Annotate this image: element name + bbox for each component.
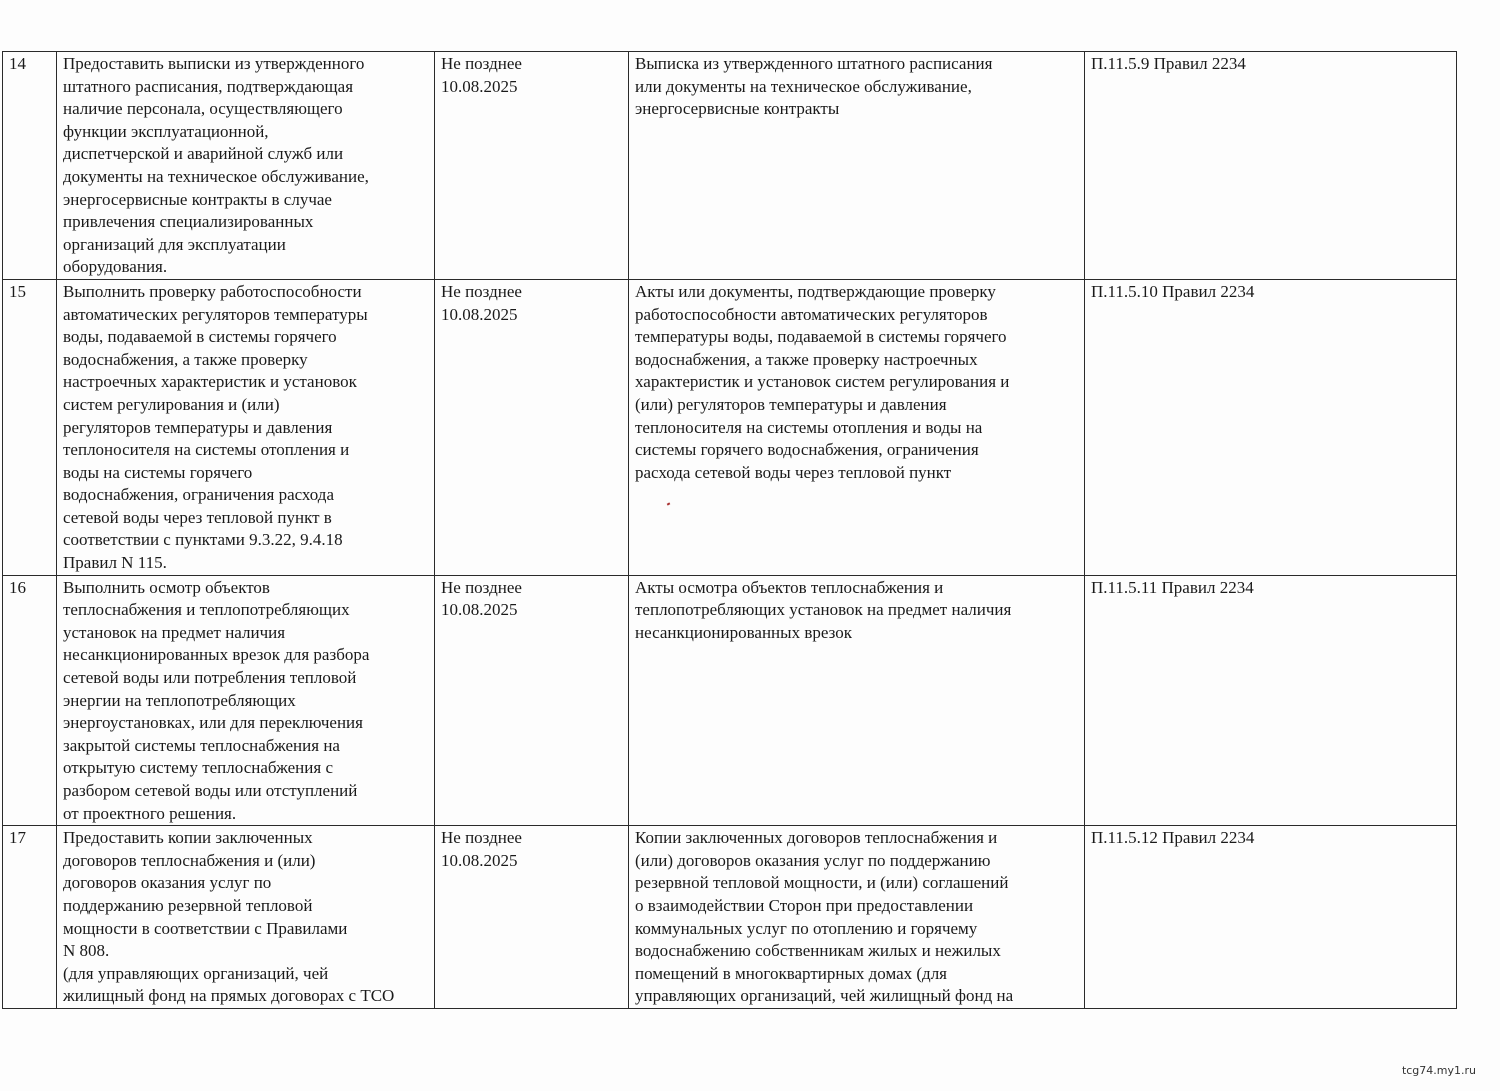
regulation-reference: П.11.5.9 Правил 2234 [1085,52,1457,280]
deadline: Не позднее 10.08.2025 [435,52,629,280]
watermark: tcg74.my1.ru [1401,1064,1476,1077]
task-description: Выполнить осмотр объектов теплоснабжения и теплопотребляющих установок на предмет наличия несанкционированных врезок для разбора сетевой воды или потребления тепловой энергии на теплопотребляющих энергоустановках, или для переключения закрытой системы теплоснабжения на открытую систему теплоснабжения с разбором сетевой воды или отступлений от проектного решения. [57,575,435,826]
row-number: 17 [3,826,57,1009]
regulation-reference: П.11.5.12 Правил 2234 [1085,826,1457,1009]
task-description: Предоставить выписки из утвержденного штатного расписания, подтверждающая наличие персонала, осуществляющего функции эксплуатационной, диспетчерской и аварийной служб или документы на техническое обслуживание, энергосервисные контракты в случае привлечения специализированных организаций для эксплуатации оборудования. [57,52,435,280]
required-documents: Акты или документы, подтверждающие проверку работоспособности автоматических регуляторов температуры воды, подаваемой в системы горячего водоснабжения, а также проверку настроечных характеристик и установок систем регулирования и (или) регуляторов температуры и давления теплоносителя на системы отопления и воды на системы горячего водоснабжения, ограничения расхода сетевой воды через тепловой пункт [629,279,1085,575]
table-row [3,52,1457,280]
task-description: Выполнить проверку работоспособности автоматических регуляторов температуры воды, подаваемой в системы горячего водоснабжения, а также проверку настроечных характеристик и установок систем регулирования и (или) регуляторов температуры и давления теплоносителя на системы отопления и воды на системы горячего водоснабжения, ограничения расхода сетевой воды через тепловой пункт в соответствии с пунктами 9.3.22, 9.4.18 Правил N 115. [57,279,435,575]
deadline: Не позднее 10.08.2025 [435,575,629,826]
required-documents: Выписка из утвержденного штатного расписания или документы на техническое обслуживание, энергосервисные контракты [629,52,1085,280]
task-description: Предоставить копии заключенных договоров теплоснабжения и (или) договоров оказания услуг по поддержанию резервной тепловой мощности в соответствии с Правилами N 808. (для управляющих организаций, чей жилищный фонд на прямых договорах с ТСО [57,826,435,1009]
regulation-reference: П.11.5.10 Правил 2234 [1085,279,1457,575]
regulation-reference: П.11.5.11 Правил 2234 [1085,575,1457,826]
deadline: Не позднее 10.08.2025 [435,279,629,575]
table-row [3,826,1457,1009]
required-documents: Акты осмотра объектов теплоснабжения и теплопотребляющих установок на предмет наличия несанкционированных врезок [629,575,1085,826]
requirements-table [2,51,1457,1009]
row-number: 15 [3,279,57,575]
row-number: 16 [3,575,57,826]
required-documents: Копии заключенных договоров теплоснабжения и (или) договоров оказания услуг по поддержанию резервной тепловой мощности, и (или) соглашений о взаимодействии Сторон при предоставлении коммунальных услуг по отоплению и горячему водоснабжению собственникам жилых и нежилых помещений в многоквартирных домах (для управляющих организаций, чей жилищный фонд на [629,826,1085,1009]
row-number: 14 [3,52,57,280]
deadline: Не позднее 10.08.2025 [435,826,629,1009]
table-row [3,575,1457,826]
table-row [3,279,1457,575]
